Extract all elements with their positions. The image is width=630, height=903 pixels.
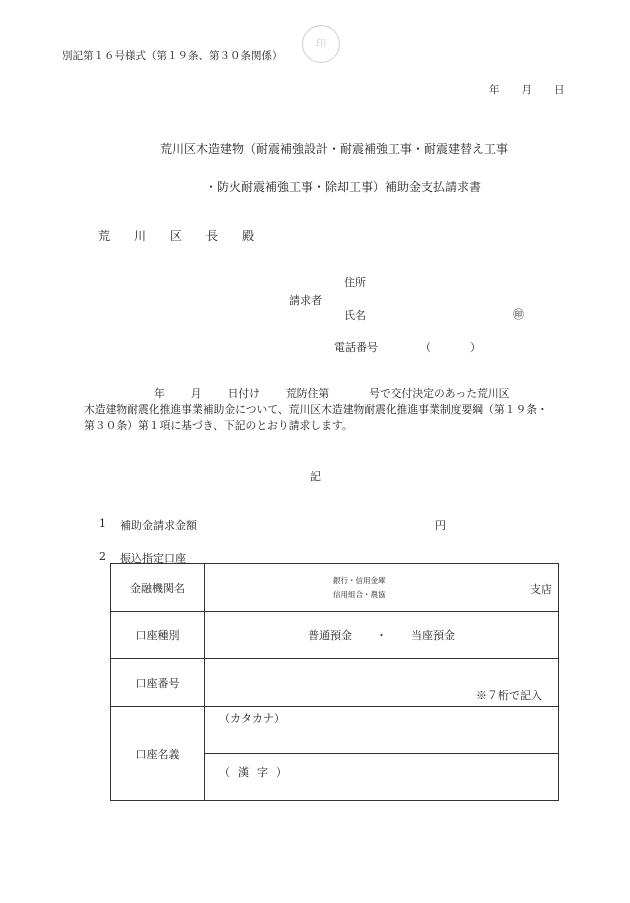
addressee-char: 区 xyxy=(170,229,183,243)
bank-account-table xyxy=(110,563,559,801)
request-body xyxy=(84,386,574,434)
account-number-cell[interactable] xyxy=(205,659,559,707)
body-dated: 日付け xyxy=(227,387,260,400)
bank-type-line1: 銀行・信用金庫 xyxy=(333,576,386,585)
ki-heading: 記 xyxy=(310,470,321,483)
body-line-1 xyxy=(84,386,574,402)
item2-number: 2 xyxy=(99,550,106,563)
katakana-label: （カタカナ） xyxy=(219,712,285,725)
item1-label: 補助金請求金額 xyxy=(120,519,197,532)
form-number: 別記第１６号様式（第１９条、第３０条関係） xyxy=(62,50,283,62)
kanji-cell[interactable] xyxy=(205,754,559,801)
institution-label: 金融機関名 xyxy=(111,564,205,612)
phone-label: 電話番号 xyxy=(334,341,378,354)
account-name-label: 口座名義 xyxy=(111,707,205,801)
item1-number: 1 xyxy=(99,517,106,530)
addressee-char: 殿 xyxy=(242,229,255,243)
date-month: 月 xyxy=(521,84,532,96)
body-ref-prefix: 荒防住第 xyxy=(285,387,330,400)
body-month: 月 xyxy=(190,387,202,400)
item2-label: 振込指定口座 xyxy=(120,552,186,565)
bank-type-options xyxy=(333,574,386,602)
phone-paren-close: ） xyxy=(470,341,481,354)
katakana-cell[interactable] xyxy=(205,707,559,754)
account-type-current[interactable]: 当座預金 xyxy=(411,629,455,642)
bank-type-line2: 信用組合・農協 xyxy=(333,590,386,599)
address-label: 住所 xyxy=(344,276,366,289)
branch-label: 支店 xyxy=(530,583,552,596)
seal-mark: ㊞ xyxy=(513,308,524,321)
body-year: 年 xyxy=(154,387,165,400)
kanji-label xyxy=(219,764,295,780)
body-line-2: 木造建物耐震化推進事業補助金について、荒川区木造建物耐震化推進事業制度要綱（第１９条・ xyxy=(84,403,548,416)
date-year: 年 xyxy=(489,84,500,96)
title-line-1: 荒川区木造建物（耐震補強設計・耐震補強工事・耐震建替え工事 xyxy=(160,142,509,156)
table-row xyxy=(111,707,559,754)
kanji-char-2: 字 xyxy=(257,766,268,779)
table-row xyxy=(111,659,559,707)
seal-watermark: 印 xyxy=(302,25,340,63)
institution-cell[interactable] xyxy=(205,564,559,612)
date-line xyxy=(489,82,565,97)
name-label: 氏名 xyxy=(344,309,366,322)
addressee xyxy=(98,227,278,244)
addressee-char: 川 xyxy=(134,229,147,243)
account-type-label: 口座種別 xyxy=(111,612,205,659)
account-number-note: ※７桁で記入 xyxy=(476,689,542,702)
title-line-2: ・防火耐震補強工事・除却工事）補助金支払請求書 xyxy=(205,180,482,194)
yen-unit: 円 xyxy=(435,519,446,532)
account-type-cell[interactable] xyxy=(205,612,559,659)
table-row xyxy=(111,564,559,612)
account-type-ordinary[interactable]: 普通預金 xyxy=(308,629,352,642)
requester-label: 請求者 xyxy=(289,294,322,307)
account-number-label: 口座番号 xyxy=(111,659,205,707)
date-day: 日 xyxy=(554,84,565,96)
account-type-separator: ・ xyxy=(376,629,387,642)
kanji-paren-open: （ xyxy=(219,766,230,779)
body-line1-rest: 号で交付決定のあった荒川区 xyxy=(369,387,510,400)
body-line-3: 第３０条）第１項に基づき、下記のとおり請求します。 xyxy=(84,419,353,432)
addressee-char: 長 xyxy=(206,229,219,243)
phone-paren-open: （ xyxy=(420,341,431,354)
table-row xyxy=(111,612,559,659)
kanji-paren-close: ） xyxy=(276,766,287,779)
kanji-char-1: 漢 xyxy=(238,766,249,779)
addressee-char: 荒 xyxy=(98,229,111,243)
